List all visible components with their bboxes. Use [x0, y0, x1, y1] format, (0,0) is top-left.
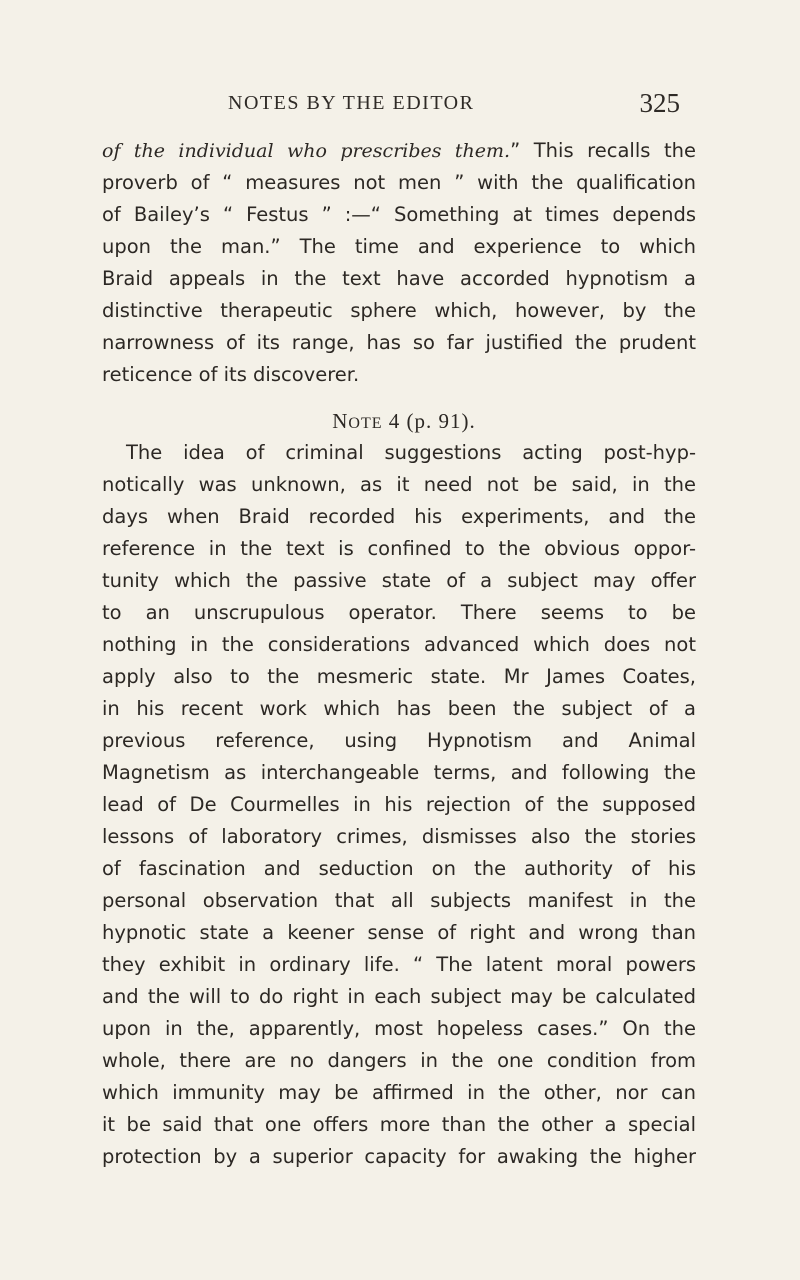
running-head: NOTES BY THE EDITOR: [228, 92, 475, 114]
text-line: days when Braid recorded his experiments, and the: [102, 505, 696, 528]
text-line: upon in the, apparently, most hopeless cases.” On the: [102, 1017, 696, 1040]
text-line: lessons of laboratory crimes, dismisses also the stories: [102, 825, 696, 848]
text-line: notically was unknown, as it need not be said, in the: [102, 473, 696, 496]
text-line: upon the man.” The time and experience to which: [102, 235, 696, 258]
paragraph-1: [102, 135, 696, 391]
page-body: [102, 135, 696, 1173]
text-line: to an unscrupulous operator. There seems to be: [102, 601, 696, 624]
text-line: lead of De Courmelles in his rejection of the supposed: [102, 793, 696, 816]
text-line: apply also to the mesmeric state. Mr James Coates,: [102, 665, 696, 688]
text-line: The idea of criminal suggestions acting post-hyp-: [126, 441, 696, 464]
text-line: of Bailey’s “ Festus ” :—“ Something at times depends: [102, 203, 696, 226]
note-heading-initial: N: [332, 409, 349, 433]
note-heading-smallcaps: OTE: [348, 415, 383, 432]
text-line: and the will to do right in each subject may be calculated: [102, 985, 696, 1008]
text-line: hypnotic state a keener sense of right and wrong than: [102, 921, 696, 944]
text-line: Braid appeals in the text have accorded hypnotism a: [102, 267, 696, 290]
text-line: it be said that one offers more than the other a special: [102, 1113, 696, 1136]
text-line: Magnetism as interchangeable terms, and following the: [102, 761, 696, 784]
text-line: reference in the text is confined to the obvious oppor-: [102, 537, 696, 560]
text-line: which immunity may be affirmed in the other, nor can: [102, 1081, 696, 1104]
paragraph-2: [102, 437, 696, 1173]
text-line: they exhibit in ordinary life. “ The latent moral powers: [102, 953, 696, 976]
italic-quote: of the individual who prescribes them.: [102, 140, 511, 162]
text-line: protection by a superior capacity for awaking the higher: [102, 1145, 696, 1168]
text-line: nothing in the considerations advanced which does not: [102, 633, 696, 656]
text-line: distinctive therapeutic sphere which, however, by the: [102, 299, 696, 322]
text-line: in his recent work which has been the subject of a: [102, 697, 696, 720]
text-line: previous reference, using Hypnotism and Animal: [102, 729, 696, 752]
text-fragment: ” This recalls the: [510, 139, 696, 162]
text-line: personal observation that all subjects manifest in the: [102, 889, 696, 912]
text-line: [102, 135, 696, 167]
text-line: proverb of “ measures not men ” with the qualification: [102, 171, 696, 194]
text-line: tunity which the passive state of a subject may offer: [102, 569, 696, 592]
page-header: [100, 88, 700, 128]
text-line: whole, there are no dangers in the one condition from: [102, 1049, 696, 1072]
note-heading-ref: 4 (p. 91).: [382, 409, 476, 433]
text-line: narrowness of its range, has so far justified the prudent: [102, 331, 696, 354]
text-line: reticence of its discoverer.: [102, 363, 360, 386]
page-number: 325: [639, 88, 680, 118]
note-heading: [102, 405, 696, 437]
text-line: of fascination and seduction on the authority of his: [102, 857, 696, 880]
